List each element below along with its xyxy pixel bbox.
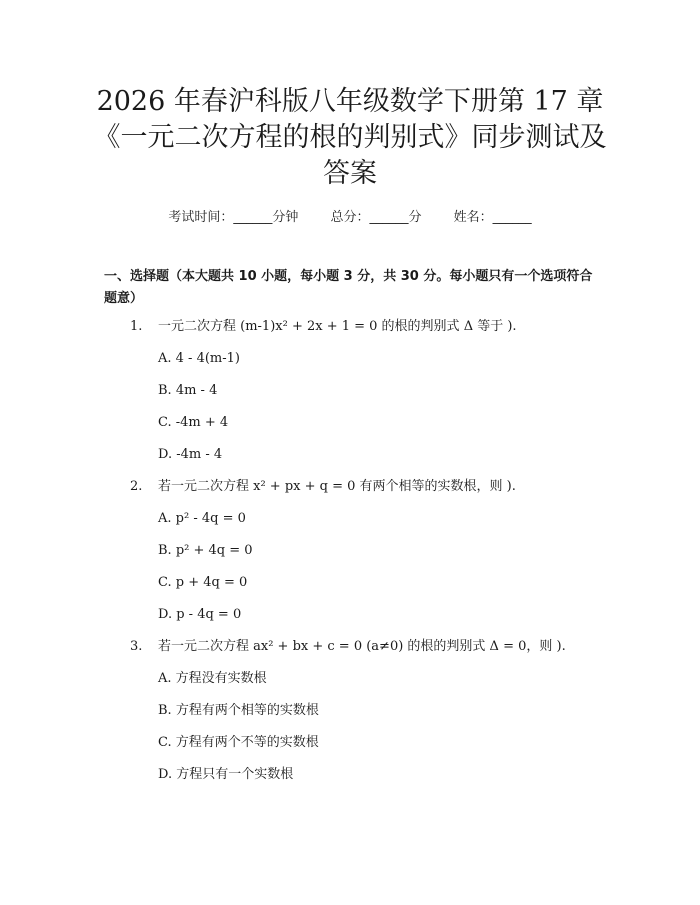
section-heading: 一、选择题（本大题共 10 小题，每小题 3 分，共 30 分。每小题只有一个选项符合题意）	[104, 269, 593, 306]
option-text: D. 方程只有一个实数根	[158, 767, 294, 782]
option-text: D. -4m - 4	[158, 447, 223, 462]
option-text: B. 4m - 4	[158, 383, 218, 398]
question-number: 2.	[130, 479, 143, 494]
exam-meta	[0, 206, 700, 225]
question-number: 1.	[130, 319, 143, 334]
option-text: A. 方程没有实数根	[158, 671, 267, 686]
option-text: C. 方程有两个不等的实数根	[158, 735, 319, 750]
option-text: B. p² + 4q = 0	[158, 543, 253, 558]
exam-time: 考试时间：______分钟	[168, 210, 299, 225]
question-text: 若一元二次方程 ax² + bx + c = 0 (a≠0) 的根的判别式 Δ = 0，则 ).	[158, 639, 566, 654]
option-text: A. p² - 4q = 0	[158, 511, 246, 526]
document-title-line-1: 2026 年春沪科版八年级数学下册第 17 章	[96, 86, 604, 117]
question-text: 若一元二次方程 x² + px + q = 0 有两个相等的实数根，则 ).	[158, 479, 516, 494]
document-title-line-2: 《一元二次方程的根的判别式》同步测试及	[93, 122, 607, 153]
option-text: C. -4m + 4	[158, 415, 229, 430]
option-text: B. 方程有两个相等的实数根	[158, 703, 319, 718]
option-text: A. 4 - 4(m-1)	[158, 351, 240, 366]
exam-score: 总分：______分	[330, 210, 422, 225]
question-number: 3.	[130, 639, 143, 654]
document-title-line-3: 答案	[323, 158, 377, 189]
exam-name: 姓名：______	[453, 210, 532, 225]
option-text: D. p - 4q = 0	[158, 607, 242, 622]
question-text: 一元二次方程 (m-1)x² + 2x + 1 = 0 的根的判别式 Δ 等于 ).	[158, 319, 517, 334]
option-text: C. p + 4q = 0	[158, 575, 248, 590]
